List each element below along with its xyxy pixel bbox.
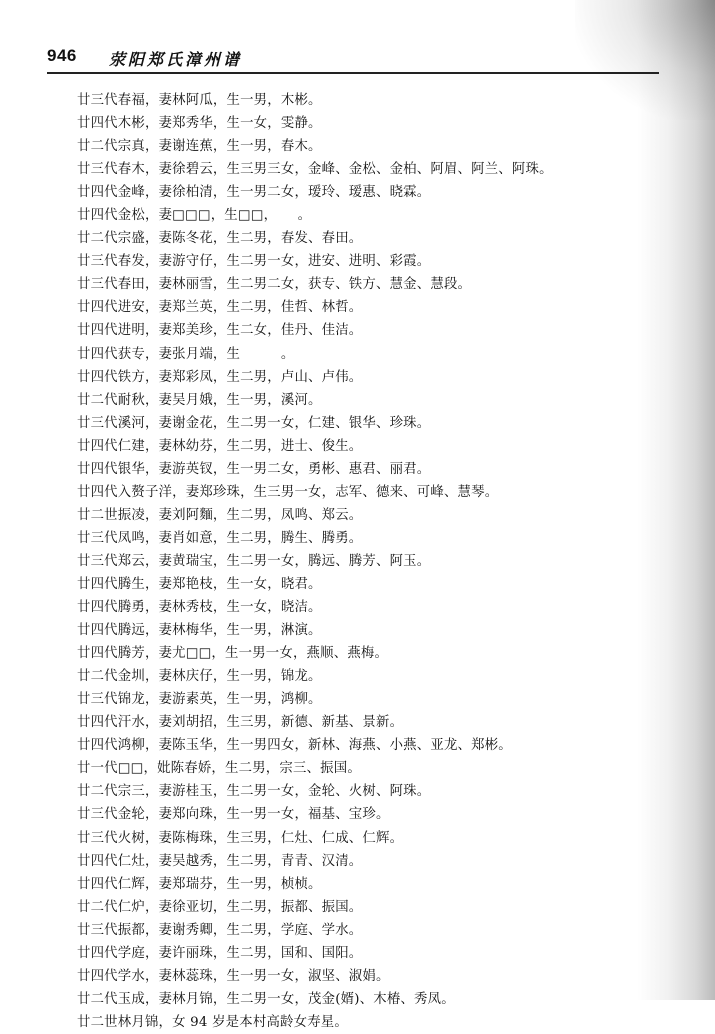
genealogy-entry: 廿二代仁炉，妻徐亚切，生二男，振都、振国。	[77, 899, 363, 915]
genealogy-entry: 廿四代学水，妻林蕊珠，生一男一女，淑坚、淑娟。	[77, 968, 390, 984]
genealogy-entry: 廿三代郑云，妻黄瑞宝，生二男一女，腾远、腾芳、阿玉。	[77, 553, 431, 569]
genealogy-entry: 廿四代入赘子洋，妻郑珍珠，生三男一女，志军、德来、可峰、慧琴。	[77, 484, 499, 500]
genealogy-entry: 廿四代仁灶，妻吴越秀，生二男，青青、汉清。	[77, 853, 363, 869]
genealogy-entry: 廿三代振都，妻谢秀卿，生二男，学庭、学水。	[77, 922, 363, 938]
genealogy-entry: 廿二代金圳，妻林庆仔，生一男，锦龙。	[77, 669, 322, 685]
genealogy-entry: 廿三代溪河，妻谢金花，生二男一女，仁建、银华、珍珠。	[77, 415, 431, 431]
book-title: 荥阳郑氏漳州谱	[109, 50, 243, 69]
genealogy-entry: 廿二代玉成，妻林月锦，生二男一女，茂金(婿)、木椿、秀凤。	[77, 991, 455, 1007]
page-number: 946	[47, 46, 77, 65]
genealogy-entry: 廿三代春发，妻游守仔，生二男一女，进安、进明、彩霞。	[77, 254, 431, 270]
genealogy-entry: 廿一代□□，妣陈春娇，生二男，宗三、振国。	[77, 761, 361, 777]
genealogy-entry: 廿四代木彬，妻郑秀华，生一女，雯静。	[77, 116, 322, 132]
genealogy-entry: 廿四代铁方，妻郑彩凤，生二男，卢山、卢伟。	[77, 369, 363, 385]
genealogy-entry: 廿三代锦龙，妻游素英，生一男，鸿柳。	[77, 692, 322, 708]
genealogy-entry: 廿二世林月锦，女 94 岁是本村高龄女寿星。	[77, 1014, 348, 1030]
genealogy-entry: 廿三代春木，妻徐碧云，生三男三女，金峰、金松、金柏、阿眉、阿兰、阿珠。	[77, 162, 553, 178]
genealogy-entry: 廿四代进安，妻郑兰英，生二男，佳哲、林哲。	[77, 300, 363, 316]
genealogy-entry: 廿四代仁建，妻林幼芬，生二男，进士、俊生。	[77, 438, 363, 454]
genealogy-entry-list	[77, 89, 677, 1034]
genealogy-entry: 廿四代金峰，妻徐柏清，生一男二女，瑷玲、瑷惠、晓霖。	[77, 185, 431, 201]
genealogy-entry: 廿四代金松，妻□□□，生□□， 。	[77, 208, 312, 224]
genealogy-entry: 廿四代银华，妻游英钗，生一男二女，勇彬、惠君、丽君。	[77, 461, 431, 477]
genealogy-entry: 廿四代腾勇，妻林秀枝，生一女，晓洁。	[77, 600, 322, 616]
genealogy-entry: 廿四代学庭，妻许丽珠，生二男，国和、国阳。	[77, 945, 363, 961]
genealogy-entry: 廿二代宗真，妻谢连蕉，生一男，春木。	[77, 139, 322, 155]
genealogy-entry: 廿四代腾远，妻林梅华，生一男，淋演。	[77, 623, 322, 639]
header-divider	[47, 72, 659, 74]
genealogy-entry: 廿四代鸿柳，妻陈玉华，生一男四女，新林、海燕、小燕、亚龙、郑彬。	[77, 738, 512, 754]
page-header	[47, 46, 657, 72]
genealogy-entry: 廿三代春福，妻林阿瓜，生一男，木彬。	[77, 93, 322, 108]
genealogy-entry: 廿四代腾芳，妻尤□□，生一男一女，燕顺、燕梅。	[77, 646, 389, 662]
genealogy-entry: 廿三代春田，妻林丽雪，生二男二女，获专、铁方、慧金、慧段。	[77, 277, 472, 293]
genealogy-entry: 廿四代仁辉，妻郑瑞芬，生一男，桢桢。	[77, 876, 322, 892]
genealogy-entry: 廿二代宗三，妻游桂玉，生二男一女，金轮、火树、阿珠。	[77, 784, 431, 800]
genealogy-entry: 廿二代宗盛，妻陈冬花，生二男，春发、春田。	[77, 231, 363, 247]
genealogy-entry: 廿四代腾生，妻郑艳枝，生一女，晓君。	[77, 576, 322, 592]
genealogy-entry: 廿三代火树，妻陈梅珠，生三男，仁灶、仁成、仁辉。	[77, 830, 404, 846]
genealogy-entry: 廿三代金轮，妻郑向珠，生一男一女，福基、宝珍。	[77, 807, 390, 823]
genealogy-entry: 廿三代凤鸣，妻肖如意，生二男，腾生、腾勇。	[77, 530, 363, 546]
genealogy-entry: 廿四代获专，妻张月端，生 。	[77, 346, 295, 362]
genealogy-entry: 廿四代汗水，妻刘胡招，生三男，新德、新基、景新。	[77, 715, 404, 731]
genealogy-entry: 廿二世振凌，妻刘阿麵，生二男，凤鸣、郑云。	[77, 507, 363, 523]
genealogy-entry: 廿二代耐秋，妻吴月娥，生一男，溪河。	[77, 392, 322, 408]
genealogy-entry: 廿四代进明，妻郑美珍，生二女，佳丹、佳洁。	[77, 323, 363, 339]
